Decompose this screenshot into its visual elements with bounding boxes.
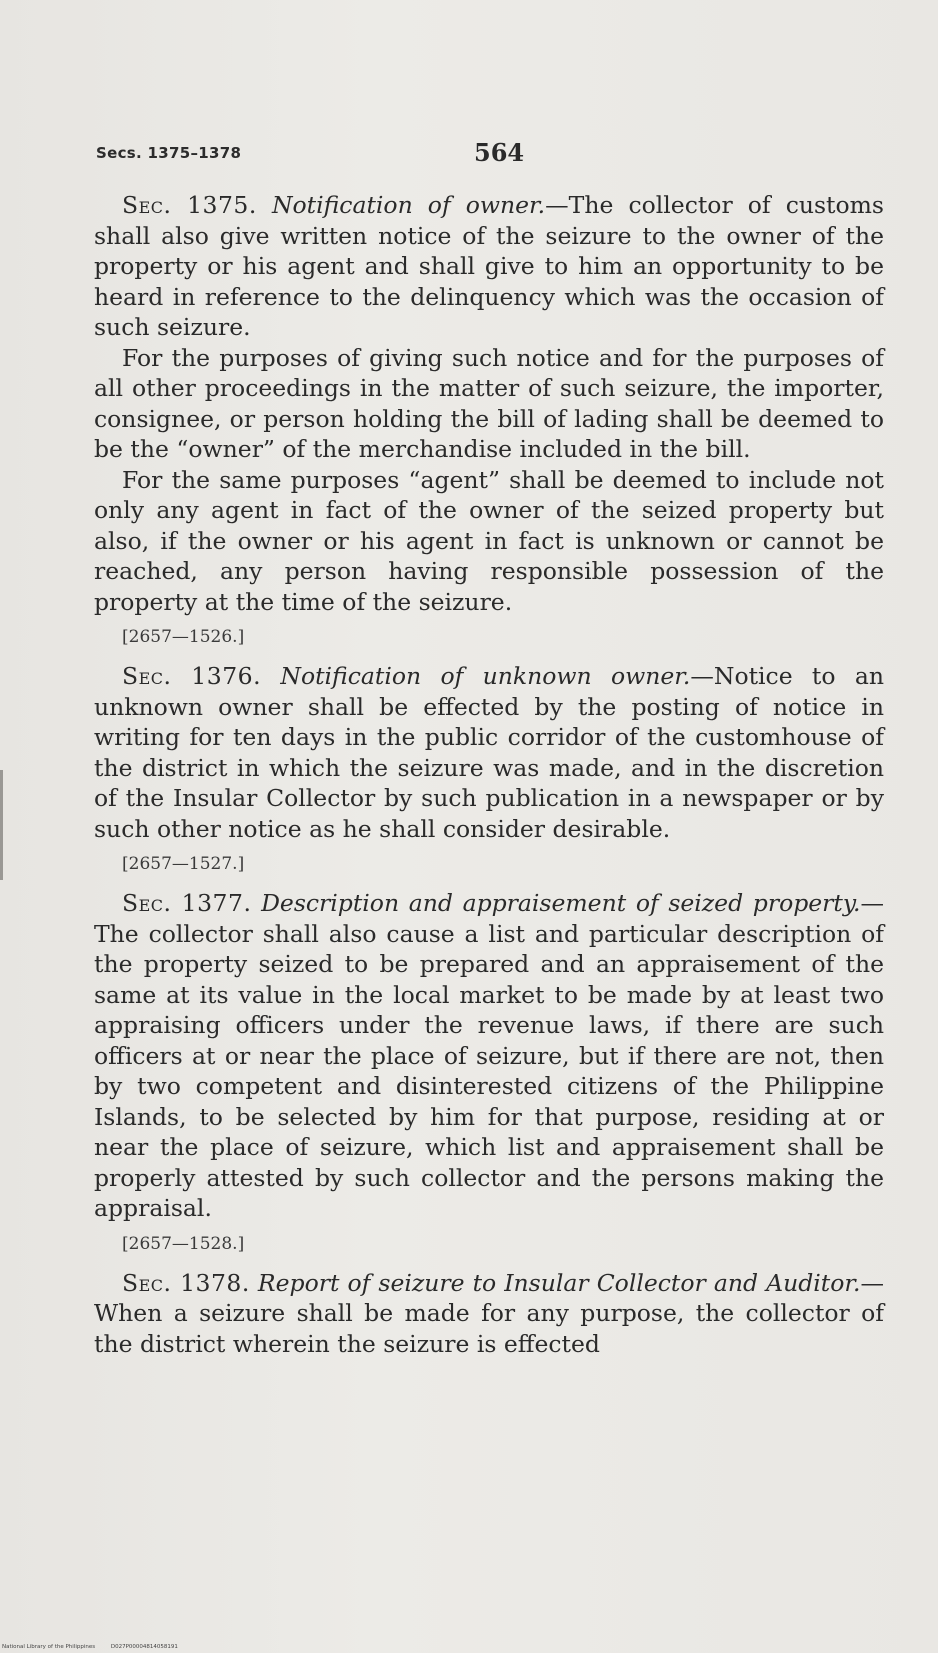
section-title: Notification of unknown owner.: [280, 662, 691, 690]
section-1377-para-1: Sec. 1377. Description and appraisement of seized property.—The collector shall also cause a list and particular description of the property seized to be prepared and an appraisement of the same at its value in the local market to be made by at least two appraising officers under the revenue laws, if there are such officers at or near the place of seizure, but if there are not, then by two competent and disinterested citizens of the Philippine Islands, to be selected by him for that purpose, residing at or near the place of seizure, which list and appraisement shall be properly attested by such collector and the persons making the appraisal.: [94, 889, 884, 1222]
section-title: Report of seizure to Insular Collector and Auditor.: [257, 1268, 861, 1297]
page-body: [94, 190, 884, 1359]
footer-library: National Library of the Philippines: [2, 1644, 96, 1650]
section-1375-para-2: For the purposes of giving such notice and for the purposes of all other proceedings in the matter of such seizure, the importer, consignee, or person holding the bill of lading shall be deemed to be the “owner” of the merchandise included in the bill.: [94, 343, 884, 463]
section-label: Sec. 1377.: [122, 889, 252, 917]
section-1376-para-1: Sec. 1376. Notification of unknown owner.—Notice to an unknown owner shall be effected by the posting of notice in writing for ten days in the public corridor of the customhouse of the district in which the seizure was made, and in the discretion of the Insular Collector by such publication in a newspaper or by such other notice as he shall consider desirable.: [94, 662, 884, 843]
section-1377-citation: [2657—1528.]: [122, 1233, 245, 1254]
section-1378-para-1: Sec. 1378. Report of seizure to Insular Collector and Auditor.—When a seizure shall be made for any purpose, the collector of the district wherein the seizure is effected: [94, 1268, 884, 1358]
section-title: Notification of owner.: [271, 191, 546, 219]
sections-range: Secs. 1375–1378: [96, 144, 242, 162]
section-text: When a seizure shall be made for any purpose, the collector of the district wherein the seizure is effected: [94, 1299, 884, 1358]
running-header: [96, 138, 876, 178]
section-label: Sec. 1376.: [122, 662, 262, 690]
scan-footer: [2, 1644, 192, 1650]
section-text: The collector shall also cause a list and particular description of the property seized to be prepared and an appraisement of the same at its value in the local market to be made by at least two appraising officers under the revenue laws, if there are such officers at or near the place of seizure, but if there are not, then by two competent and disinterested citizens of the Philippine Islands, to be selected by him for that purpose, residing at or near the place of seizure, which list and appraisement shall be properly attested by such collector and the persons making the appraisal.: [94, 919, 884, 1222]
scan-edge-mark: [0, 770, 3, 880]
section-text: The collector of customs shall also give written notice of the seizure to the owner of the property or his agent and shall give to him an opportunity to be heard in reference to the delinquency which was the occasion of such seizure.: [94, 191, 884, 341]
section-label: Sec. 1378.: [122, 1268, 250, 1297]
section-1376-citation: [2657—1527.]: [122, 854, 245, 874]
page-number: 564: [474, 138, 525, 167]
section-label: Sec. 1375.: [122, 191, 257, 219]
section-1375-para-1: Sec. 1375. Notification of owner.—The collector of customs shall also give written notice of the seizure to the owner of the property or his agent and shall give to him an opportunity to be heard in reference to the delinquency which was the occasion of such seizure.: [94, 191, 884, 341]
section-text: Notice to an unknown owner shall be effected by the posting of notice in writing for ten days in the public corridor of the customhouse of the district in which the seizure was made, and in the discretion of the Insular Collector by such publication in a newspaper or by such other notice as he shall consider desirable.: [94, 662, 884, 843]
section-1375-para-3: For the same purposes “agent” shall be deemed to include not only any agent in fact of the owner of the seized property but also, if the owner or his agent in fact is unknown or cannot be reached, any person having responsible possession of the property at the time of the seizure.: [94, 465, 884, 616]
section-title: Description and appraisement of seized property.: [261, 889, 861, 917]
section-1375-citation: [2657—1526.]: [122, 627, 245, 647]
footer-identifier: D027P00004814058191: [110, 1644, 178, 1650]
